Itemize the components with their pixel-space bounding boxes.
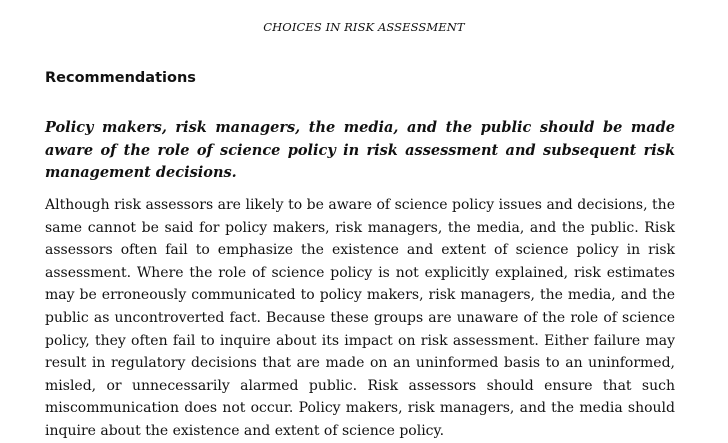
body-paragraph: Although risk assessors are likely to be aware of science policy issues and decisions, the same cannot be said for policy makers, risk managers, the media, and the public. Risk assessors often fail to emphasize the existence and extent of science policy in risk assessment. Where the role of science policy is not explicitly explained, risk estimates may be erroneously communicated to policy makers, risk managers, the media, and the public as uncontroverted fact. Because these groups are unaware of the role of science policy, they often fail to inquire about its impact on risk assessment. Either failure may result in regulatory decisions that are made on an uninformed basis to an uninformed, misled, or unnecessarily alarmed public. Risk assessors should ensure that such miscommunication does not occur. Policy makers, risk managers, and the media should inquire about the existence and extent of science policy. bbox=[45, 197, 675, 439]
running-head: CHOICES IN RISK ASSESSMENT bbox=[263, 20, 465, 34]
recommendation-statement: Policy makers, risk managers, the media, and the public should be made aware of the role of science policy in risk assessment and subsequent risk management decisions. bbox=[45, 119, 675, 181]
section-heading: Recommendations bbox=[45, 70, 196, 86]
